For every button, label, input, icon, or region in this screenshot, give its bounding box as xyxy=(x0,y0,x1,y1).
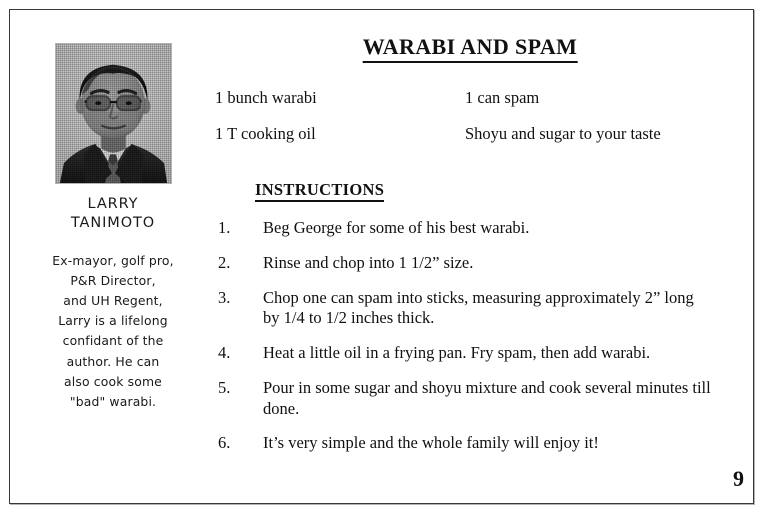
ingredient-item: Shoyu and sugar to your taste xyxy=(465,124,661,143)
instruction-step xyxy=(215,218,725,239)
bio-line: and UH Regent, xyxy=(63,293,163,309)
step-number: 6. xyxy=(218,433,231,453)
step-text: Pour in some sugar and shoyu mixture and cook several minutes till done. xyxy=(263,377,711,418)
portrait-photo-image xyxy=(56,44,171,183)
instruction-step xyxy=(215,288,725,330)
step-text: Beg George for some of his best warabi. xyxy=(263,218,530,237)
step-number: 3. xyxy=(218,287,231,307)
ingredient-row xyxy=(215,124,725,144)
bio-line: Ex-mayor, golf pro, xyxy=(52,253,174,269)
bio-line: author. He can xyxy=(66,353,160,369)
instruction-steps xyxy=(215,218,725,454)
instruction-step xyxy=(215,253,725,274)
ingredient-row xyxy=(215,88,725,108)
step-number: 4. xyxy=(218,343,231,363)
step-number: 1. xyxy=(218,218,231,237)
bio-line: also cook some xyxy=(64,373,162,389)
person-bio xyxy=(22,251,204,412)
bio-line: Larry is a lifelong xyxy=(58,313,168,329)
ingredient-item: 1 bunch warabi xyxy=(215,88,317,107)
step-text: Heat a little oil in a frying pan. Fry spam, then add warabi. xyxy=(263,343,651,363)
person-name-line-2: TANIMOTO xyxy=(70,214,156,231)
bio-line: confidant of the xyxy=(62,333,164,349)
recipe-title: WARABI AND SPAM xyxy=(363,34,578,63)
ingredient-item: 1 can spam xyxy=(465,88,540,107)
step-text: Chop one can spam into sticks, measuring approximately 2” long by 1/4 to 1/2 inches thick. xyxy=(263,287,694,328)
step-number: 5. xyxy=(218,377,231,397)
instructions-heading: INSTRUCTIONS xyxy=(255,180,384,202)
portrait-photo xyxy=(55,43,172,184)
step-text: Rinse and chop into 1 1/2” size. xyxy=(263,252,474,272)
page-number: 9 xyxy=(733,466,744,491)
bio-line: "bad" warabi. xyxy=(69,393,157,409)
biography-column xyxy=(22,34,204,412)
recipe-column xyxy=(215,34,725,468)
instruction-step xyxy=(215,378,725,420)
ingredients-list xyxy=(215,88,725,144)
person-name xyxy=(22,195,204,232)
bio-line: P&R Director, xyxy=(70,273,156,289)
person-name-line-1: LARRY xyxy=(87,196,139,212)
ingredient-item: 1 T cooking oil xyxy=(215,124,316,143)
instruction-step xyxy=(215,343,725,364)
step-text: It’s very simple and the whole family will enjoy it! xyxy=(263,433,599,453)
instruction-step xyxy=(215,433,725,454)
step-number: 2. xyxy=(218,252,231,272)
